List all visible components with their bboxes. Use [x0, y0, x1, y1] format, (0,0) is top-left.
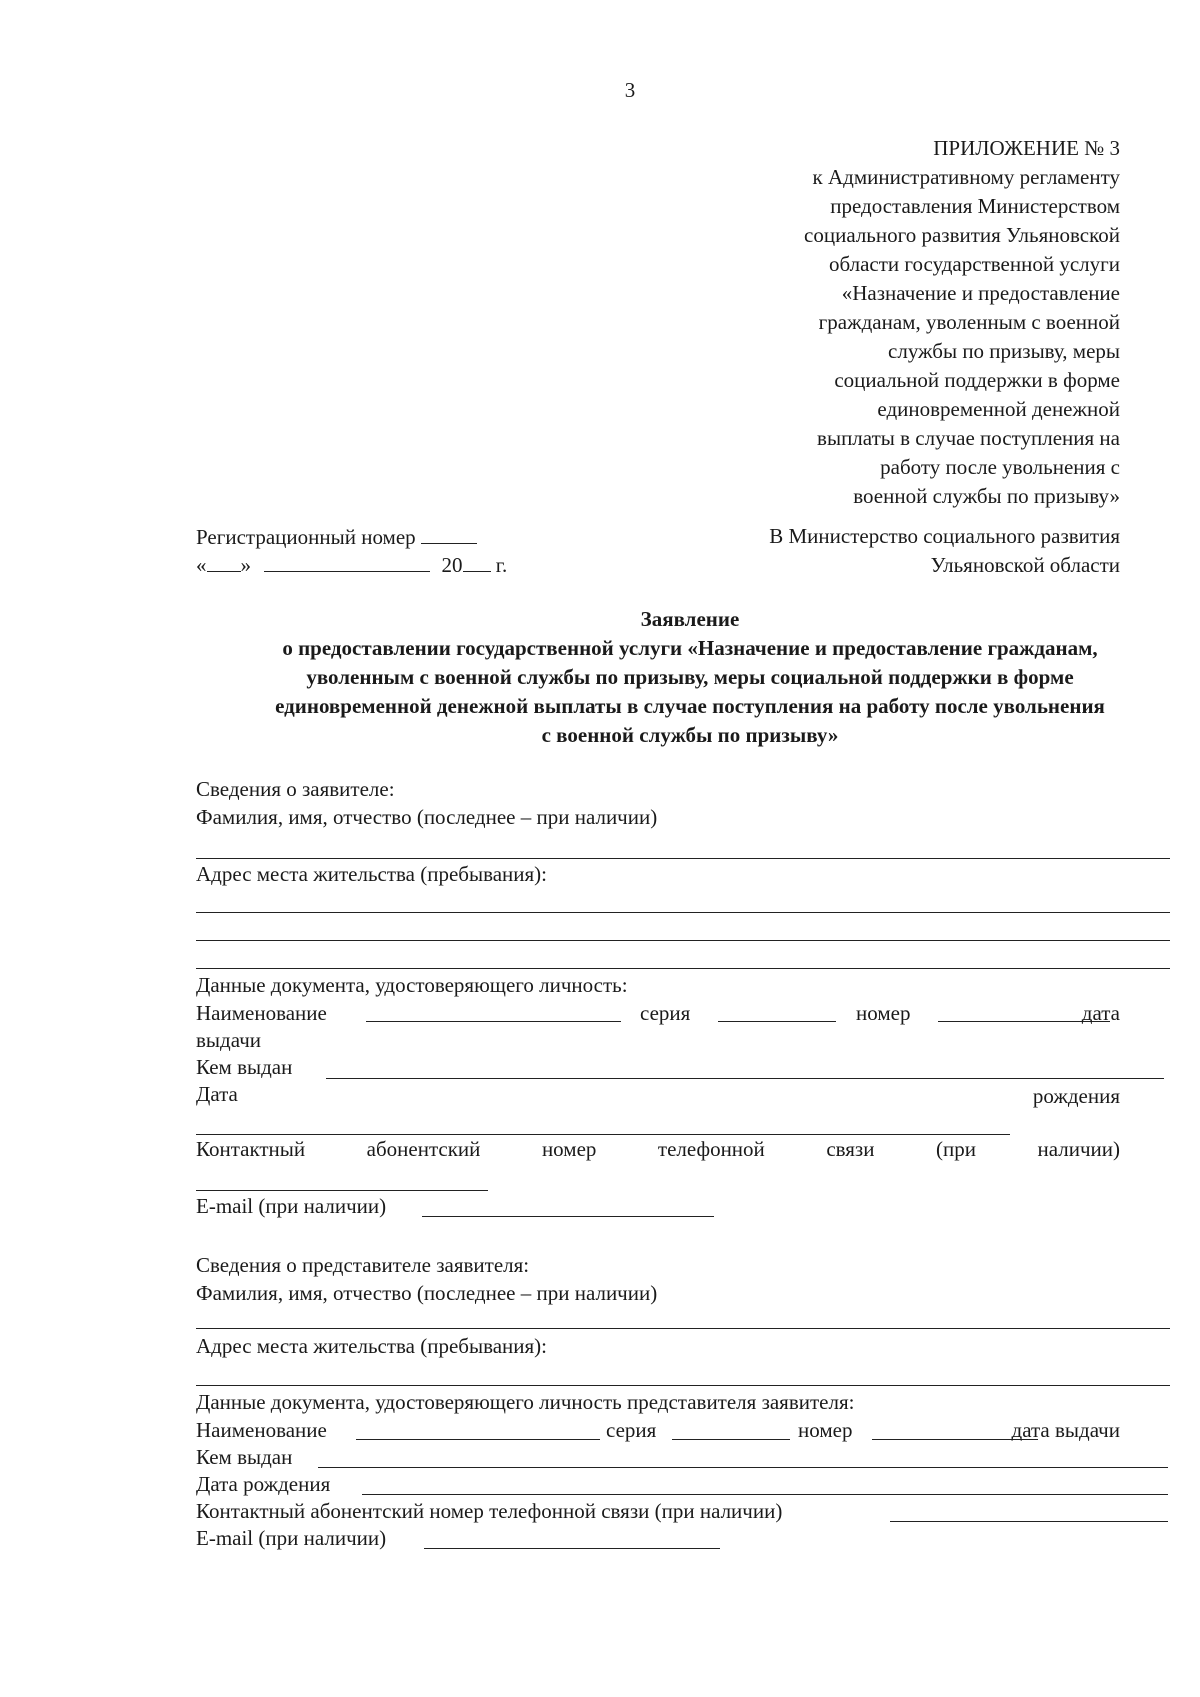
- applicant-email-label: E-mail (при наличии): [196, 1194, 387, 1218]
- phone-word: связи: [826, 1137, 875, 1161]
- applicant-phone-field[interactable]: [196, 1190, 488, 1191]
- representative-birth-date-label: Дата рождения: [196, 1472, 331, 1496]
- representative-doc-name-label: Наименование: [196, 1418, 327, 1442]
- registration-number-label: Регистрационный номер: [196, 525, 416, 549]
- applicant-doc-heading: Данные документа, удостоверяющего личность:: [196, 973, 628, 997]
- title-line-5: с военной службы по призыву»: [541, 723, 839, 747]
- phone-word: (при: [935, 1137, 976, 1161]
- date-close-quote: »: [240, 553, 251, 577]
- applicant-issued-by-label: Кем выдан: [196, 1055, 293, 1079]
- registration-year-field[interactable]: [463, 553, 491, 572]
- recipient-block: [769, 522, 1120, 580]
- title-line-4: единовременной денежной выплаты в случае поступления на работу после увольнения: [275, 694, 1105, 718]
- year-prefix: 20: [441, 553, 463, 577]
- representative-fio-label: Фамилия, имя, отчество (последнее – при наличии): [196, 1281, 658, 1305]
- representative-issued-by-label: Кем выдан: [196, 1445, 293, 1469]
- phone-word: Контактный: [196, 1137, 306, 1161]
- applicant-doc-name-label: Наименование: [196, 1001, 327, 1025]
- applicant-address-label: Адрес места жительства (пребывания):: [196, 862, 548, 886]
- title-line-1: Заявление: [640, 607, 740, 631]
- representative-doc-series-label: серия: [606, 1418, 657, 1442]
- applicant-doc-number-label: номер: [856, 1001, 911, 1025]
- representative-doc-series-field[interactable]: [672, 1439, 790, 1440]
- applicant-birth-date-label: Дата: [196, 1082, 238, 1106]
- appendix-line: к Административному регламенту: [812, 165, 1120, 189]
- applicant-address-field-2[interactable]: [196, 940, 1170, 941]
- representative-birth-date-field[interactable]: [362, 1494, 1168, 1495]
- representative-heading: Сведения о представителе заявителя:: [196, 1253, 530, 1277]
- phone-word: телефонной: [657, 1137, 765, 1161]
- applicant-phone-label-row: [196, 1135, 1120, 1163]
- appendix-line: области государственной услуги: [828, 252, 1120, 276]
- applicant-doc-date-label: дата: [1081, 1001, 1120, 1025]
- recipient-line-1: В Министерство социального развития: [769, 524, 1120, 548]
- appendix-line: «Назначение и предоставление: [841, 281, 1120, 305]
- appendix-line: гражданам, уволенным с военной: [818, 310, 1120, 334]
- appendix-line: социального развития Ульяновской: [804, 223, 1120, 247]
- applicant-heading: Сведения о заявителе:: [196, 777, 395, 801]
- representative-fio-field[interactable]: [196, 1328, 1170, 1329]
- applicant-birth-label: рождения: [1032, 1084, 1120, 1108]
- registration-number-field[interactable]: [421, 525, 477, 544]
- applicant-doc-series-label: серия: [640, 1001, 691, 1025]
- phone-word: наличии): [1037, 1137, 1120, 1161]
- title-line-3: уволенным с военной службы по призыву, меры социальной поддержки в форме: [306, 665, 1074, 689]
- applicant-fio-field[interactable]: [196, 858, 1170, 859]
- appendix-line: службы по призыву, меры: [888, 339, 1120, 363]
- representative-doc-heading: Данные документа, удостоверяющего личность представителя заявителя:: [196, 1390, 855, 1414]
- appendix-line: социальной поддержки в форме: [834, 368, 1120, 392]
- appendix-line: единовременной денежной: [877, 397, 1120, 421]
- registration-number-row: [196, 523, 477, 551]
- applicant-address-field-1[interactable]: [196, 912, 1170, 913]
- phone-word: абонентский: [366, 1137, 481, 1161]
- date-open-quote: «: [196, 553, 207, 577]
- applicant-fio-label: Фамилия, имя, отчество (последнее – при наличии): [196, 805, 658, 829]
- applicant-address-field-3[interactable]: [196, 968, 1170, 969]
- appendix-line: выплаты в случае поступления на: [817, 426, 1120, 450]
- appendix-line: работу после увольнения с: [880, 455, 1120, 479]
- representative-doc-name-field[interactable]: [356, 1439, 600, 1440]
- applicant-doc-name-field[interactable]: [366, 1021, 621, 1022]
- representative-address-field[interactable]: [196, 1385, 1170, 1386]
- appendix-line: предоставления Министерством: [830, 194, 1120, 218]
- appendix-heading: ПРИЛОЖЕНИЕ № 3: [933, 136, 1120, 160]
- title-line-2: о предоставлении государственной услуги «Назначение и предоставление гражданам,: [282, 636, 1098, 660]
- year-suffix: г.: [495, 553, 508, 577]
- representative-email-label: E-mail (при наличии): [196, 1526, 387, 1550]
- registration-month-field[interactable]: [264, 553, 430, 572]
- registration-date-row: [196, 551, 507, 579]
- representative-address-label: Адрес места жительства (пребывания):: [196, 1334, 548, 1358]
- representative-doc-date-issue-label: дата выдачи: [1011, 1418, 1120, 1442]
- phone-word: номер: [541, 1137, 597, 1161]
- recipient-line-2: Ульяновской области: [930, 553, 1120, 577]
- registration-day-field[interactable]: [207, 553, 241, 572]
- representative-doc-number-label: номер: [798, 1418, 853, 1442]
- appendix-header: [700, 134, 1120, 511]
- representative-issued-by-field[interactable]: [318, 1467, 1168, 1468]
- representative-email-field[interactable]: [424, 1548, 720, 1549]
- representative-phone-field[interactable]: [890, 1521, 1168, 1522]
- applicant-issued-by-field[interactable]: [326, 1078, 1164, 1079]
- appendix-line: военной службы по призыву»: [853, 484, 1120, 508]
- applicant-doc-series-field[interactable]: [718, 1021, 836, 1022]
- page-number: 3: [624, 78, 636, 102]
- applicant-email-field[interactable]: [422, 1216, 714, 1217]
- representative-phone-label: Контактный абонентский номер телефонной связи (при наличии): [196, 1499, 783, 1523]
- document-title: [190, 605, 1190, 750]
- applicant-doc-issue-label: выдачи: [196, 1028, 261, 1052]
